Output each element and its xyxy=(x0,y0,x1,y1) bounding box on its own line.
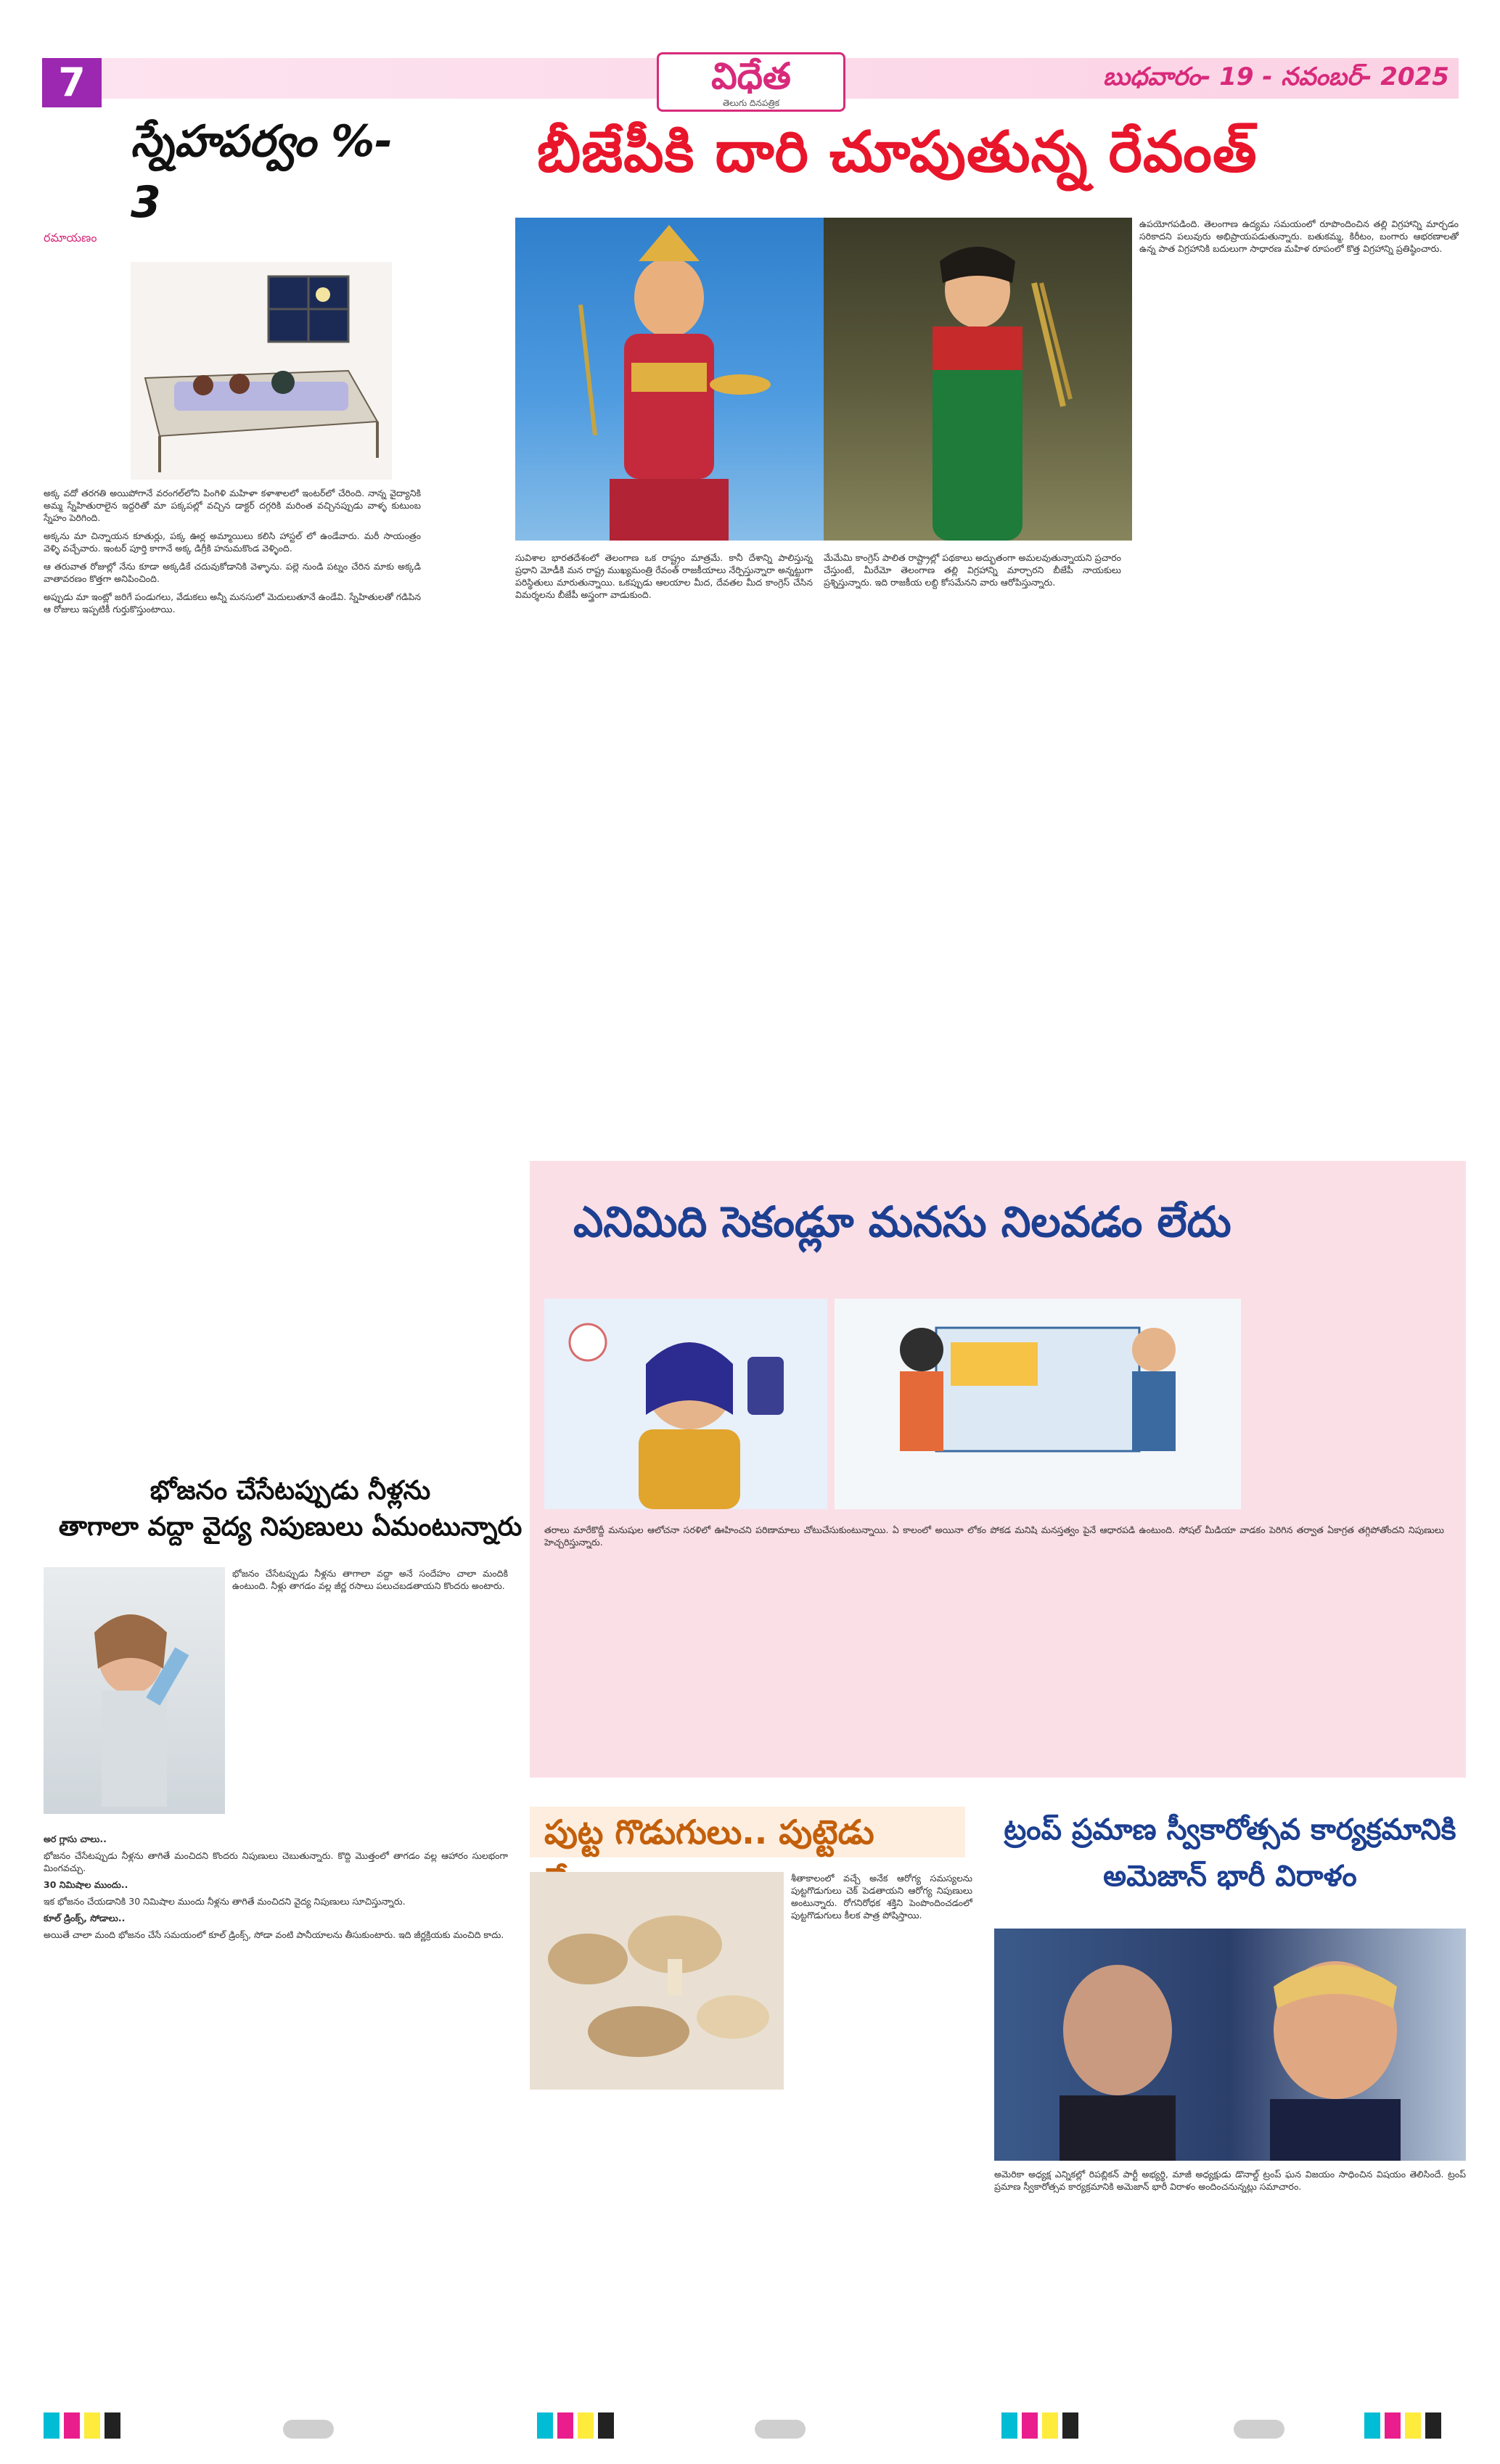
water-article-heading xyxy=(44,1473,537,1545)
masthead-tagline: తెలుగు దినపత్రిక xyxy=(722,98,780,108)
sleeping-family-illustration xyxy=(131,262,392,480)
water-headline-line2: తాగాలా వద్దా వైద్య నిపుణులు ఏమంటున్నారు xyxy=(58,1512,522,1542)
series-paragraph: అక్కను మా చిన్నాయన కూతుర్లు, పక్క ఊర్ల అమ్మాయిలు కలిసి హాస్టల్ లో ఉండేవారు. మరీ సాయంత్రం వెళ్ళి వచ్చేవారు. ఇంటర్ పూర్తి కాగానే అక్క డిగ్రీకి హనుమకొండ వెళ్ళింది. xyxy=(44,530,421,554)
mushroom-heading-box xyxy=(530,1807,965,1857)
telangana-talli-old-statue-image xyxy=(515,218,824,541)
series-byline: రమాయణం xyxy=(44,231,97,245)
water-subhead-3: కూల్ డ్రింక్స్, సోడాలు.. xyxy=(44,1913,126,1923)
telangana-talli-new-statue-image xyxy=(824,218,1132,541)
registration-pill xyxy=(1234,2420,1284,2439)
registration-marks-center-left xyxy=(537,2412,614,2442)
mushroom-headline: పుట్ట గొడుగులు.. పుట్టెడు xyxy=(544,1812,874,1852)
issue-date: బుధవారం- 19 - నవంబర్- 2025 xyxy=(1103,62,1449,91)
trump-article xyxy=(994,1807,1466,2193)
series-paragraph: అక్క వదో తరగతి అయిపోగానే వరంగల్‌లోని పింగిళి మహిళా కళాశాలలో ఇంటర్‌లో చేరింది. నాన్న వైద్యానికి అమ్మ స్నేహితురాలైన ఇద్దరితో మా పక్కపల్లో వచ్చిన డాక్టర్ దగ్గరికి మరింత వచ్చినప్పుడు వాళ్ళ కుటుంబ స్నేహం పెరిగింది. xyxy=(44,488,421,523)
masthead-title: విధేత xyxy=(711,55,791,97)
registration-marks-left xyxy=(44,2412,120,2442)
series-body xyxy=(44,487,421,615)
water-body-2: భోజనం చేసేటప్పుడు నీళ్లను తాగితే మంచిదని కొందరు నిపుణులు చెబుతున్నారు. కొద్ది మొత్తంలో తాగడం వల్ల ఆహారం సులభంగా మింగవచ్చు. xyxy=(44,1850,508,1873)
anxiety-article-section xyxy=(530,1161,1466,1778)
mushrooms-photo xyxy=(530,1872,784,2090)
woman-with-phone-illustration xyxy=(544,1299,827,1509)
main-article-col1: సువిశాల భారతదేశంలో తెలంగాణ ఒక రాష్ట్రం మాత్రమే. కానీ దేశాన్ని పాలిస్తున్న ప్రధాని మోడీకి మన రాష్ట్ర ముఖ్యమంత్రి రేవంత్ రాజకీయాలు నేర్పిస్తున్నారా అన్నట్టుగా పరిస్థితులు మారుతున్నాయి. ఒకప్పుడు ఆలయాల మీద, దేవతల మీద కాంగ్రెస్ చేసిన విమర్శలను బీజేపీ అస్త్రంగా వాడుకుంది. xyxy=(515,552,813,600)
water-body-4: అయితే చాలా మంది భోజనం చేసే సమయంలో కూల్ డ్రింక్స్, సోడా వంటి పానీయాలను తీసుకుంటారు. ఇది జీర్ణక్రియకు మంచిది కాదు. xyxy=(44,1929,504,1940)
water-article-continued xyxy=(44,1828,508,1941)
page-header xyxy=(0,0,1500,109)
main-article-col2: మేమేమి కాంగ్రెస్ పాలిత రాష్ట్రాల్లో పథకాలు అద్భుతంగా అమలవుతున్నాయని ప్రచారం చేస్తుంటే, మీరేమో తెలంగాణ తల్లి విగ్రహాన్ని మార్చారని బీజేపీ నాయకులు ప్రశ్నిస్తున్నారు. ఇది రాజకీయ లబ్ది కోసమేనని వారు ఆరోపిస్తున్నారు. xyxy=(824,552,1121,588)
main-headline: బీజేపీకి దారి చూపుతున్న రేవంత్ xyxy=(537,120,1258,185)
page-number: 7 xyxy=(42,58,102,107)
water-subhead-1: అర గ్లాసు చాలు.. xyxy=(44,1833,107,1844)
anxiety-headline: ఎనిమిది సెకండ్లూ మనసు నిలవడం లేదు xyxy=(573,1197,1231,1247)
water-body-paragraph: భోజనం చేసేటప్పుడు నీళ్లను తాగాలా వద్దా అనే సందేహం చాలా మందికి ఉంటుంది. నీళ్లు తాగడం వల్ల జీర్ణ రసాలు పలుచబడతాయని కొందరు అంటారు. xyxy=(232,1568,508,1591)
series-title: స్నేహపర్వం %- 3 xyxy=(131,116,393,228)
woman-drinking-water-photo xyxy=(44,1567,225,1814)
water-body-3: ఇక భోజనం చేయడానికి 30 నిమిషాల ముందు నీళ్లను తాగితే మంచిదని వైద్య నిపుణులు సూచిస్తున్నారు. xyxy=(44,1896,406,1907)
registration-marks-center-right xyxy=(1001,2412,1078,2442)
couple-reading-newspaper-illustration xyxy=(835,1299,1241,1509)
anxiety-article-body: తరాలు మారేకొద్దీ మనుషుల ఆలోచనా సరళిలో ఊహించని పరిణామాలు చోటుచేసుకుంటున్నాయి. ఏ కాలంలో అయినా లోకం పోకడ మనిషి మనస్తత్వం పైనే ఆధారపడి ఉంటుంది. సోషల్ మీడియా వాడకం పెరిగిన తర్వాత ఏకాగ్రత తగ్గిపోతోందని నిపుణులు హెచ్చరిస్తున్నారు. xyxy=(544,1524,1444,1548)
series-column xyxy=(44,116,421,615)
water-article-body xyxy=(232,1567,508,1592)
trump-article-body: అమెరికా అధ్యక్ష ఎన్నికల్లో రిపబ్లికన్ పార్టీ అభ్యర్థి, మాజీ అధ్యక్షుడు డొనాల్డ్ ట్రంప్ ఘన విజయం సాధించిన విషయం తెలిసిందే. ట్రంప్ ప్రమాణ స్వీకారోత్సవ కార్యక్రమానికి అమెజాన్ భారీ విరాళం అందించనున్నట్లు సమాచారం. xyxy=(994,2169,1466,2192)
registration-pill xyxy=(283,2420,334,2439)
mushroom-article-body: శీతాకాలంలో వచ్చే అనేక ఆరోగ్య సమస్యలను పుట్టగొడుగులు చెక్ పెడతాయని ఆరోగ్య నిపుణులు అంటున్నారు. రోగనిరోధక శక్తిని పెంపొందించడంలో పుట్టగొడుగులు కీలక పాత్ర పోషిస్తాయి. xyxy=(791,1873,972,1921)
water-subhead-2: 30 నిమిషాల ముందు.. xyxy=(44,1879,128,1890)
registration-marks-right xyxy=(1364,2412,1441,2442)
bezos-trump-photo xyxy=(994,1929,1466,2161)
water-headline-line1: భోజనం చేసేటప్పుడు నీళ్లను xyxy=(149,1476,431,1506)
main-article-col3: ఉపయోగపడింది. తెలంగాణ ఉద్యమ సమయంలో రూపొందించిన తల్లి విగ్రహాన్ని మార్చడం సరికాదని పలువురు అభిప్రాయపడుతున్నారు. బతుకమ్మ, కిరీటం, బంగారు ఆభరణాలతో ఉన్న పాత విగ్రహానికి బదులుగా సాధారణ మహిళ రూపంలో కొత్త విగ్రహాన్ని ప్రతిష్ఠించారు. xyxy=(1139,218,1459,254)
trump-headline: ట్రంప్ ప్రమాణ స్వీకారోత్సవ కార్యక్రమానికి అమెజాన్ భారీ విరాళం xyxy=(1004,1813,1456,1893)
masthead-logo xyxy=(657,52,845,112)
registration-pill xyxy=(755,2420,806,2439)
series-paragraph: ఆ తరువాత రోజుల్లో నేను కూడా అక్కడికే చదువుకోడానికి వెళ్ళాను. పల్లె నుండి పట్నం చేరిన మాకు అక్కడి వాతావరణం కొత్తగా అనిపించింది. xyxy=(44,561,421,584)
series-paragraph: అప్పుడు మా ఇంట్లో జరిగే పండుగలు, వేడుకలు అన్నీ మనసులో మెదులుతూనే ఉండేవి. స్నేహితులతో గడిపిన ఆ రోజులు ఇప్పటికీ గుర్తుకొస్తుంటాయి. xyxy=(44,591,421,615)
